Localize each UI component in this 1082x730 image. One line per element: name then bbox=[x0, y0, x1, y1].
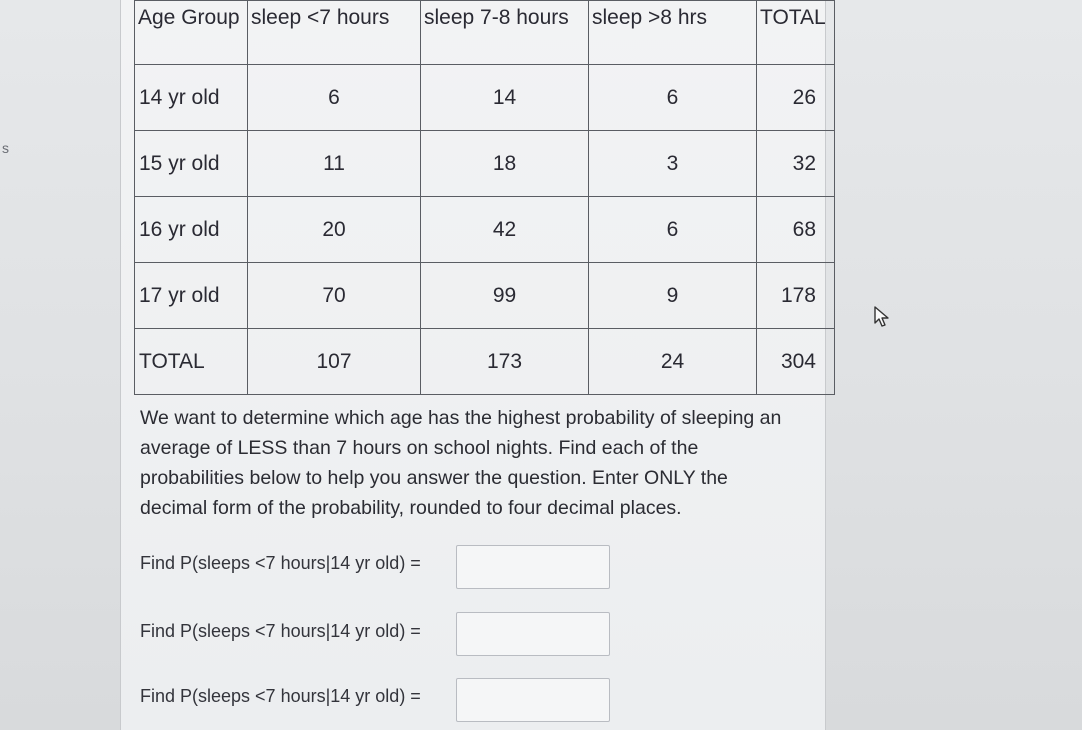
row-label: TOTAL bbox=[135, 329, 248, 395]
mouse-pointer-icon bbox=[873, 305, 891, 334]
table-cell: 107 bbox=[248, 329, 421, 395]
question-text: Find P(sleeps <7 hours|14 yr old) = bbox=[140, 620, 421, 641]
table-cell: 24 bbox=[589, 329, 757, 395]
table-cell: 14 bbox=[421, 65, 589, 131]
question-text: Find P(sleeps <7 hours|14 yr old) = bbox=[140, 552, 421, 573]
answer-input-1[interactable] bbox=[456, 545, 610, 589]
table-cell: 178 bbox=[757, 263, 835, 329]
table-row bbox=[135, 65, 835, 131]
table-cell: 6 bbox=[589, 197, 757, 263]
header-age-group: Age Group bbox=[135, 1, 248, 65]
margin-letter: s bbox=[2, 140, 9, 156]
table-header-row bbox=[135, 1, 835, 65]
row-label: 16 yr old bbox=[135, 197, 248, 263]
row-label: 14 yr old bbox=[135, 65, 248, 131]
header-sleep-over-8: sleep >8 hrs bbox=[589, 1, 757, 65]
table-row bbox=[135, 197, 835, 263]
question-1-label bbox=[140, 552, 421, 574]
table-cell: 173 bbox=[421, 329, 589, 395]
question-text: Find P(sleeps <7 hours|14 yr old) = bbox=[140, 685, 421, 706]
table-row bbox=[135, 131, 835, 197]
table-cell: 9 bbox=[589, 263, 757, 329]
row-label: 17 yr old bbox=[135, 263, 248, 329]
table-cell: 3 bbox=[589, 131, 757, 197]
header-sleep-under-7: sleep <7 hours bbox=[248, 1, 421, 65]
table-cell: 70 bbox=[248, 263, 421, 329]
table-cell: 20 bbox=[248, 197, 421, 263]
table-cell: 99 bbox=[421, 263, 589, 329]
table-cell: 32 bbox=[757, 131, 835, 197]
answer-input-3[interactable] bbox=[456, 678, 610, 722]
table-cell: 304 bbox=[757, 329, 835, 395]
row-label: 15 yr old bbox=[135, 131, 248, 197]
instructions-text: We want to determine which age has the highest probability of sleeping an average of LESS than 7 hours on school nights. Find each of the probabilities below to help you answer the question. Enter ONLY the decimal form of the probability, rounded to four decimal places. bbox=[140, 407, 782, 519]
table-total-row bbox=[135, 329, 835, 395]
header-sleep-7-8: sleep 7-8 hours bbox=[421, 1, 589, 65]
table-cell: 6 bbox=[248, 65, 421, 131]
table-cell: 26 bbox=[757, 65, 835, 131]
sleep-data-table bbox=[134, 0, 835, 395]
question-2-label bbox=[140, 620, 421, 642]
table-cell: 42 bbox=[421, 197, 589, 263]
table-cell: 11 bbox=[248, 131, 421, 197]
header-total: TOTAL bbox=[757, 1, 835, 65]
answer-input-2[interactable] bbox=[456, 612, 610, 656]
question-3-label bbox=[140, 685, 421, 707]
table-row bbox=[135, 263, 835, 329]
table-cell: 68 bbox=[757, 197, 835, 263]
table-cell: 6 bbox=[589, 65, 757, 131]
table-cell: 18 bbox=[421, 131, 589, 197]
